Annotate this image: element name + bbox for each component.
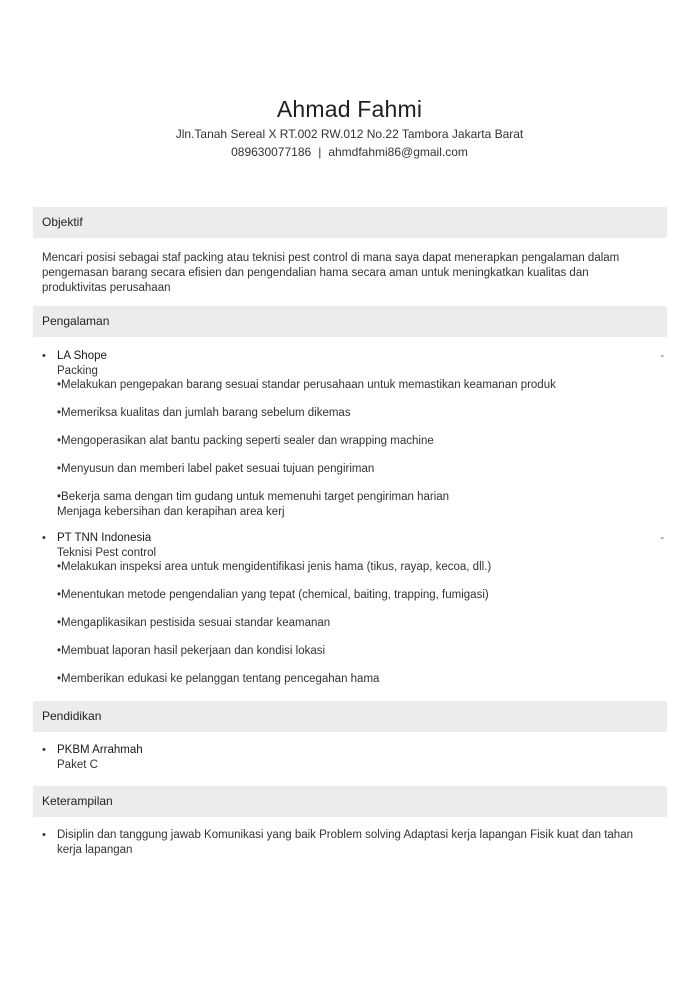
contact-line: [0, 144, 699, 160]
experience-entry: [42, 349, 664, 519]
company-name: LA Shope: [57, 350, 107, 362]
task-item: •Menyusun dan memberi label paket sesuai tujuan pengiriman: [57, 463, 375, 475]
task-item: •Melakukan pengepakan barang sesuai standar perusahaan untuk memastikan keamanan produk: [57, 379, 556, 391]
task-item: •Memeriksa kualitas dan jumlah barang sebelum dikemas: [57, 407, 351, 419]
list-bullet: •: [42, 829, 46, 841]
phone-number: 089630077186: [231, 145, 312, 159]
section-skills-header: Keterampilan: [33, 786, 667, 817]
list-bullet: •: [42, 744, 46, 756]
date-placeholder: -: [660, 532, 664, 544]
candidate-name: Ahmad Fahmi: [276, 96, 423, 122]
section-experience-header: Pengalaman: [33, 306, 667, 337]
skills-entry: [42, 828, 664, 858]
task-item: •Mengaplikasikan pestisida sesuai standar keamanan: [57, 617, 331, 629]
section-education-header: Pendidikan: [33, 701, 667, 732]
email-address: ahmdfahmi86@gmail.com: [328, 145, 468, 159]
task-item: •Membuat laporan hasil pekerjaan dan kondisi lokasi: [57, 645, 326, 657]
experience-entry: [42, 531, 664, 686]
section-objective-header: Objektif: [33, 207, 667, 238]
candidate-address: Jln.Tanah Sereal X RT.002 RW.012 No.22 Tambora Jakarta Barat: [175, 127, 524, 141]
list-bullet: •: [42, 532, 46, 544]
education-program: Paket C: [57, 759, 98, 771]
education-entry: [42, 743, 664, 772]
task-item: •Melakukan inspeksi area untuk mengidentifikasi jenis hama (tikus, rayap, kecoa, dll.): [57, 561, 492, 573]
task-item: •Memberikan edukasi ke pelanggan tentang pencegahan hama: [57, 673, 380, 685]
resume-header: [0, 95, 699, 160]
company-name: PT TNN Indonesia: [57, 532, 152, 544]
task-item: •Bekerja sama dengan tim gudang untuk memenuhi target pengiriman harian: [57, 491, 450, 503]
job-role: Packing: [57, 365, 98, 377]
objective-text: Mencari posisi sebagai staf packing atau teknisi pest control di mana saya dapat menerapkan pengalaman dalam pengemasan barang secara efisien dan pengendalian hama secara aman untuk meningkatkan kualitas dan produktivitas perusahaan: [42, 252, 620, 294]
contact-separator: |: [318, 145, 322, 159]
task-item: Menjaga kebersihan dan kerapihan area kerj: [57, 506, 285, 518]
school-name: PKBM Arrahmah: [57, 744, 143, 756]
task-item: •Menentukan metode pengendalian yang tepat (chemical, baiting, trapping, fumigasi): [57, 589, 489, 601]
list-bullet: •: [42, 350, 46, 362]
job-role: Teknisi Pest control: [57, 547, 157, 559]
date-placeholder: -: [660, 350, 664, 362]
task-item: •Mengoperasikan alat bantu packing seperti sealer dan wrapping machine: [57, 435, 434, 447]
skills-text: Disiplin dan tanggung jawab Komunikasi yang baik Problem solving Adaptasi kerja lapangan Fisik kuat dan tahan kerja lapangan: [57, 829, 633, 856]
